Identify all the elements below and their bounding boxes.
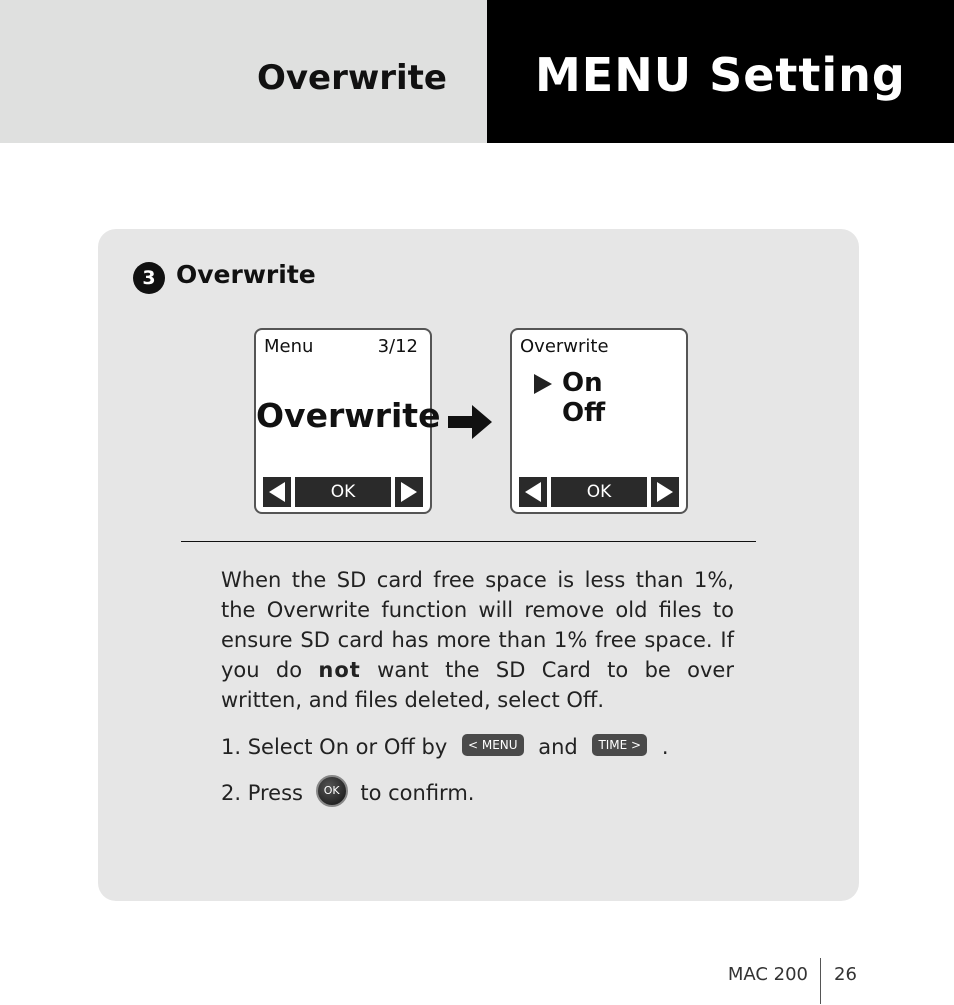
screen-button-bar — [263, 477, 423, 507]
instruction-1-and: and — [538, 735, 578, 759]
divider-line — [181, 541, 756, 542]
time-key-chip: TIME > — [592, 734, 647, 756]
instruction-2-prefix: 2. Press — [221, 781, 303, 805]
right-arrow-icon — [651, 477, 679, 507]
transition-arrow-icon — [448, 405, 492, 439]
screen-menu-label: Menu — [264, 336, 314, 357]
section-title: Overwrite — [176, 260, 316, 289]
right-arrow-icon — [395, 477, 423, 507]
description-emphasis: not — [318, 658, 361, 682]
description-text-after: want the SD Card to be over written, and files deleted, select Off. — [221, 658, 734, 712]
footer-model: MAC 200 — [727, 964, 808, 985]
device-screen-menu — [254, 328, 441, 514]
header-right-band — [487, 0, 954, 143]
footer-separator — [820, 958, 821, 1004]
description-paragraph — [221, 565, 734, 715]
left-arrow-icon — [519, 477, 547, 507]
screen-ok-button: OK — [551, 477, 647, 507]
description-text-before: When the SD card free space is less than 1%, the Overwrite function will remove old files to ensure SD card has more than 1% free space. If you do — [221, 568, 734, 682]
header-left-band — [0, 0, 487, 143]
instruction-2-suffix: to confirm. — [360, 781, 475, 805]
left-arrow-icon — [263, 477, 291, 507]
screen-overwrite-title: Overwrite — [520, 336, 609, 357]
instruction-1-suffix: . — [661, 735, 669, 759]
page-number: 26 — [834, 964, 857, 985]
content-panel — [98, 229, 859, 901]
step-number-badge: 3 — [133, 262, 165, 294]
option-off: Off — [562, 398, 606, 428]
screen-ok-button: OK — [295, 477, 391, 507]
instruction-step-2 — [221, 778, 474, 810]
screen-button-bar — [519, 477, 679, 507]
screen-menu-item: Overwrite — [256, 396, 441, 435]
option-on: On — [562, 368, 603, 398]
instruction-step-1 — [221, 735, 669, 759]
ok-button-icon: OK — [316, 775, 348, 807]
device-screen-overwrite — [510, 328, 688, 514]
screen-menu-counter: 3/12 — [377, 336, 418, 357]
page-title: MENU Setting — [535, 48, 906, 102]
menu-key-chip: < MENU — [462, 734, 524, 756]
header-subtitle: Overwrite — [256, 58, 447, 98]
instruction-1-prefix: 1. Select On or Off by — [221, 735, 448, 759]
selection-pointer-icon — [534, 374, 552, 394]
